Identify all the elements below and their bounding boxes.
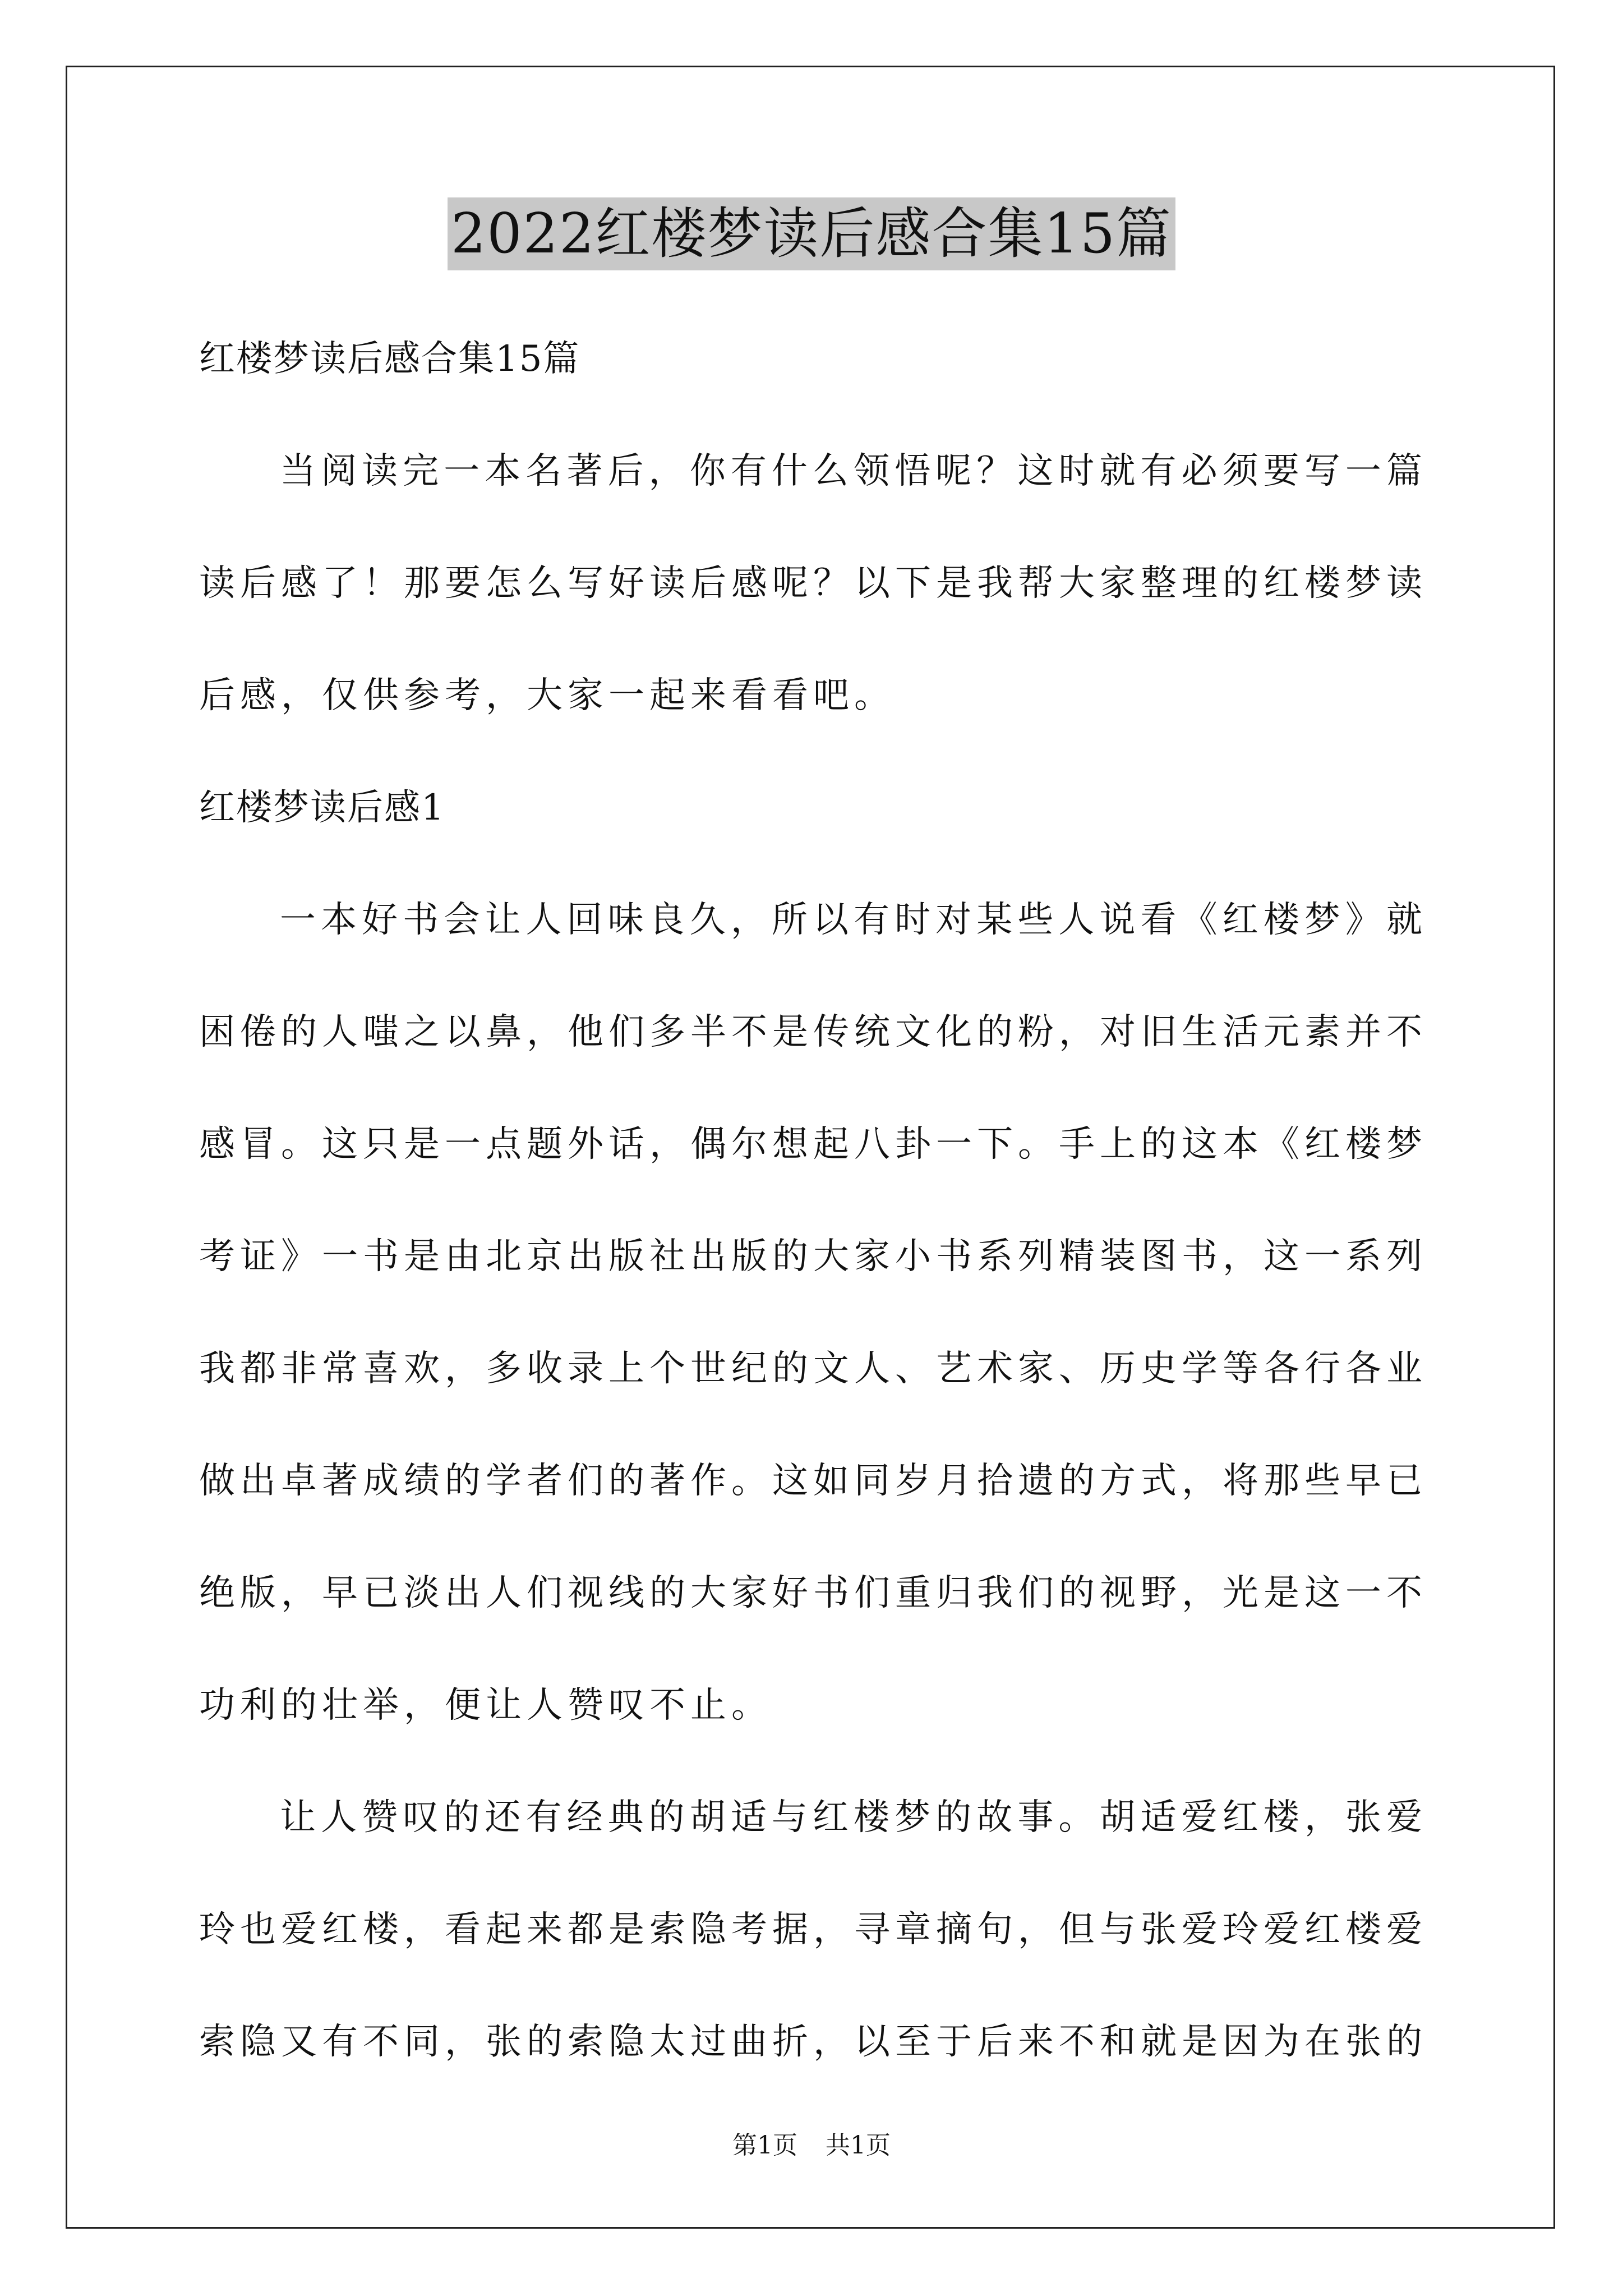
document-title: 2022红楼梦读后感合集15篇 <box>448 197 1175 270</box>
intro-paragraph: 当阅读完一本名著后，你有什么领悟呢？这时就有必须要写一篇读后感了！那要怎么写好读后感呢？以下是我帮大家整理的红楼梦读后感，仅供参考，大家一起来看看吧。 <box>199 450 1427 716</box>
page-number-total: 共1页 <box>826 2131 891 2160</box>
section-heading: 红楼梦读后感1 <box>199 787 445 829</box>
body-paragraph-1: 一本好书会让人回味良久，所以有时对某些人说看《红楼梦》就困倦的人嗤之以鼻，他们多半不是传统文化的粉，对旧生活元素并不感冒。这只是一点题外话，偶尔想起八卦一下。手上的这本《红楼梦考证》一书是由北京出版社出版的大家小书系列精装图书，这一系列我都非常喜欢，多收录上个世纪的文人、艺术家、历史学等各行各业做出卓著成绩的学者们的著作。这如同岁月拾遗的方式，将那些早已绝版，早已淡出人们视线的大家好书们重归我们的视野，光是这一不功利的壮举，便让人赞叹不止。 <box>199 899 1427 1726</box>
document-subtitle: 红楼梦读后感合集15篇 <box>199 338 580 380</box>
document-body <box>199 303 1427 2098</box>
title-container <box>0 197 1623 270</box>
page-number-current: 第1页 <box>732 2131 797 2160</box>
page-footer <box>0 2129 1623 2162</box>
body-paragraph-2: 让人赞叹的还有经典的胡适与红楼梦的故事。胡适爱红楼，张爱玲也爱红楼，看起来都是索隐考据，寻章摘句，但与张爱玲爱红楼爱索隐又有不同，张的索隐太过曲折，以至于后来不和就是因为在张的 <box>199 1797 1427 2063</box>
